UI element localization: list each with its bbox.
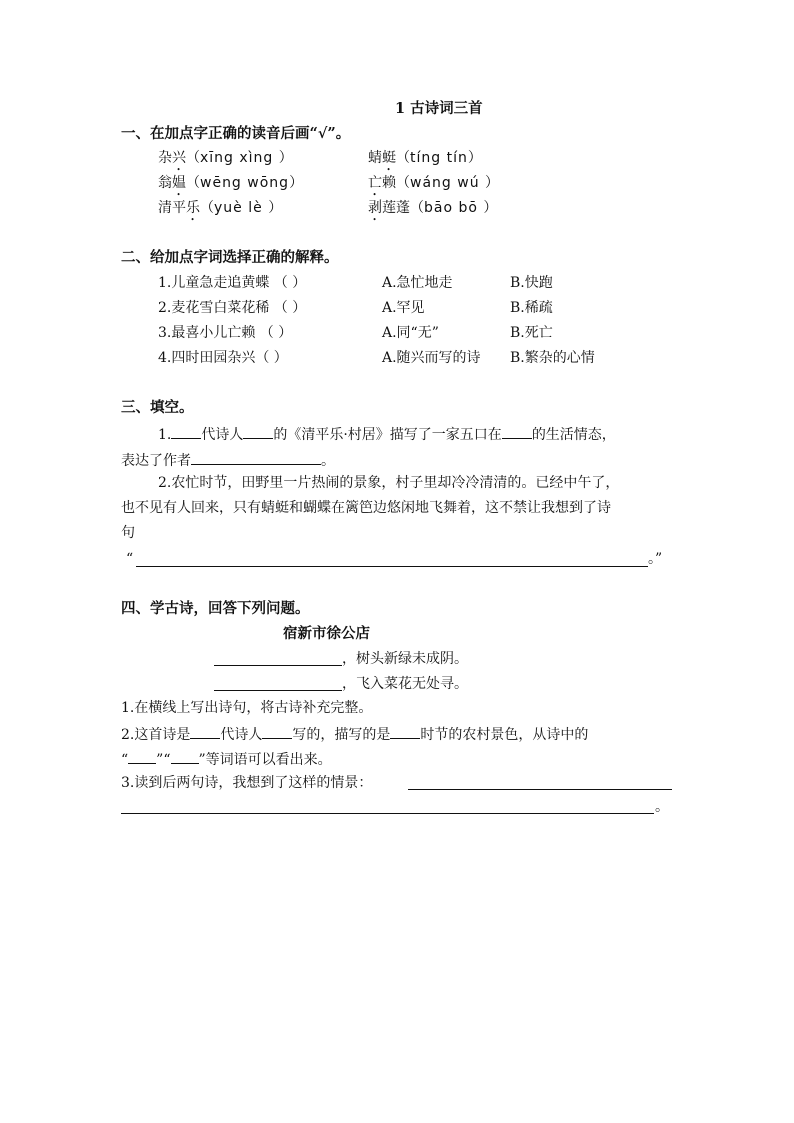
question-2: 2.这首诗是 代诗人 写的，描写的是 时节的农村景色，从诗中的: [121, 723, 588, 745]
pinyin-item: 蜻蜓（tíng tín）: [368, 150, 482, 166]
section1-heading: 一、在加点字正确的读音后画“√”。: [121, 125, 351, 142]
section3-heading: 三、填空。: [121, 399, 194, 416]
answer-blank[interactable]: [128, 748, 156, 764]
section4-heading: 四、学古诗，回答下列问题。: [121, 600, 310, 617]
pinyin-item: 翁媪（wēng wōng）: [158, 175, 304, 191]
answer-blank[interactable]: [171, 423, 201, 439]
question-1: 1.在横线上写出诗句，将古诗补充完整。: [121, 700, 373, 716]
question-3-end: 。: [655, 799, 669, 815]
dotted-char: 乐: [186, 200, 200, 216]
word: 亡赖: [368, 175, 396, 191]
pinyin-options: xīng xìng: [200, 150, 279, 166]
section2-heading: 二、给加点字词选择正确的解释。: [121, 249, 339, 266]
fill-in-question-1-cont: 表达了作者 。: [121, 449, 335, 471]
answer-blank[interactable]: [502, 423, 532, 439]
poem-blank-line-2[interactable]: [214, 690, 342, 691]
answer-blank[interactable]: [191, 449, 321, 465]
option-a: A.罕见: [382, 300, 425, 316]
option-b: B.稀疏: [510, 300, 553, 316]
word: 杂兴: [158, 150, 186, 166]
pinyin-options: bāo bō: [424, 200, 484, 216]
pinyin-options: wēng wōng: [200, 175, 290, 191]
pinyin-item: 清平乐（yuè lè ）: [158, 200, 283, 216]
answer-blank[interactable]: [262, 723, 292, 739]
answer-blank[interactable]: [390, 723, 420, 739]
answer-blank[interactable]: [243, 423, 273, 439]
word: 清平乐: [158, 200, 200, 216]
question-text: 4.四时田园杂兴（ ）: [158, 350, 288, 366]
question-3: 3.读到后两句诗，我想到了这样的情景：: [121, 775, 373, 791]
word: 蜻蜓: [368, 150, 396, 166]
pinyin-options: yuè lè: [214, 200, 269, 216]
option-b: B.快跑: [510, 275, 553, 291]
question-2-cont: “ ”“ ”等词语可以看出来。: [121, 748, 332, 770]
answer-line[interactable]: [136, 566, 648, 567]
option-a: A.急忙地走: [382, 275, 453, 291]
word: 剥莲蓬: [368, 200, 410, 216]
fill-in-question-2-line2: 也不见有人回来，只有蜻蜓和蝴蝶在篱笆边悠闲地飞舞着，这不禁让我想到了诗: [121, 500, 611, 516]
dotted-char: 剥: [368, 200, 382, 216]
question-text: 2.麦花雪白菜花稀 （ ）: [158, 300, 307, 316]
fill-in-question-2-line1: 2.农忙时节，田野里一片热闹的景象，村子里却冷冷清清的。已经中午了，: [158, 475, 620, 491]
open-quote: “: [126, 551, 134, 567]
option-a: A.同“无”: [382, 325, 439, 341]
option-b: B.死亡: [510, 325, 553, 341]
poem-line-2: ，飞入菜花无处寻。: [342, 676, 468, 692]
dotted-char: 蜓: [382, 150, 396, 166]
answer-line[interactable]: [408, 789, 672, 790]
answer-blank[interactable]: [190, 723, 220, 739]
dotted-char: 兴: [172, 150, 186, 166]
page-title: 1 古诗词三首: [395, 100, 483, 117]
pinyin-item: 亡赖（wáng wú ）: [368, 175, 500, 191]
pinyin-options: wáng wú: [410, 175, 486, 191]
pinyin-item: 杂兴（xīng xìng ）: [158, 150, 293, 166]
question-text: 1.儿童急走追黄蝶 （ ）: [158, 275, 307, 291]
pinyin-options: tíng tín: [410, 150, 468, 166]
pinyin-item: 剥莲蓬（bāo bō ）: [368, 200, 498, 216]
dotted-char: 媪: [172, 175, 186, 191]
fill-in-question-2-line3: 句: [121, 525, 135, 541]
word: 翁媪: [158, 175, 186, 191]
close-quote: 。”: [648, 551, 663, 567]
question-text: 3.最喜小儿亡赖 （ ）: [158, 325, 293, 341]
poem-title: 宿新市徐公店: [283, 625, 370, 642]
dotted-char: 亡: [368, 175, 382, 191]
poem-blank-line-1[interactable]: [214, 665, 342, 666]
option-a: A.随兴而写的诗: [382, 350, 481, 366]
option-b: B.繁杂的心情: [510, 350, 595, 366]
answer-blank[interactable]: [171, 748, 199, 764]
answer-line[interactable]: [121, 813, 654, 814]
fill-in-question-1: 1. 代诗人 的《清平乐·村居》描写了一家五口在 的生活情态，: [158, 423, 616, 445]
poem-line-1: ，树头新绿未成阴。: [342, 651, 468, 667]
